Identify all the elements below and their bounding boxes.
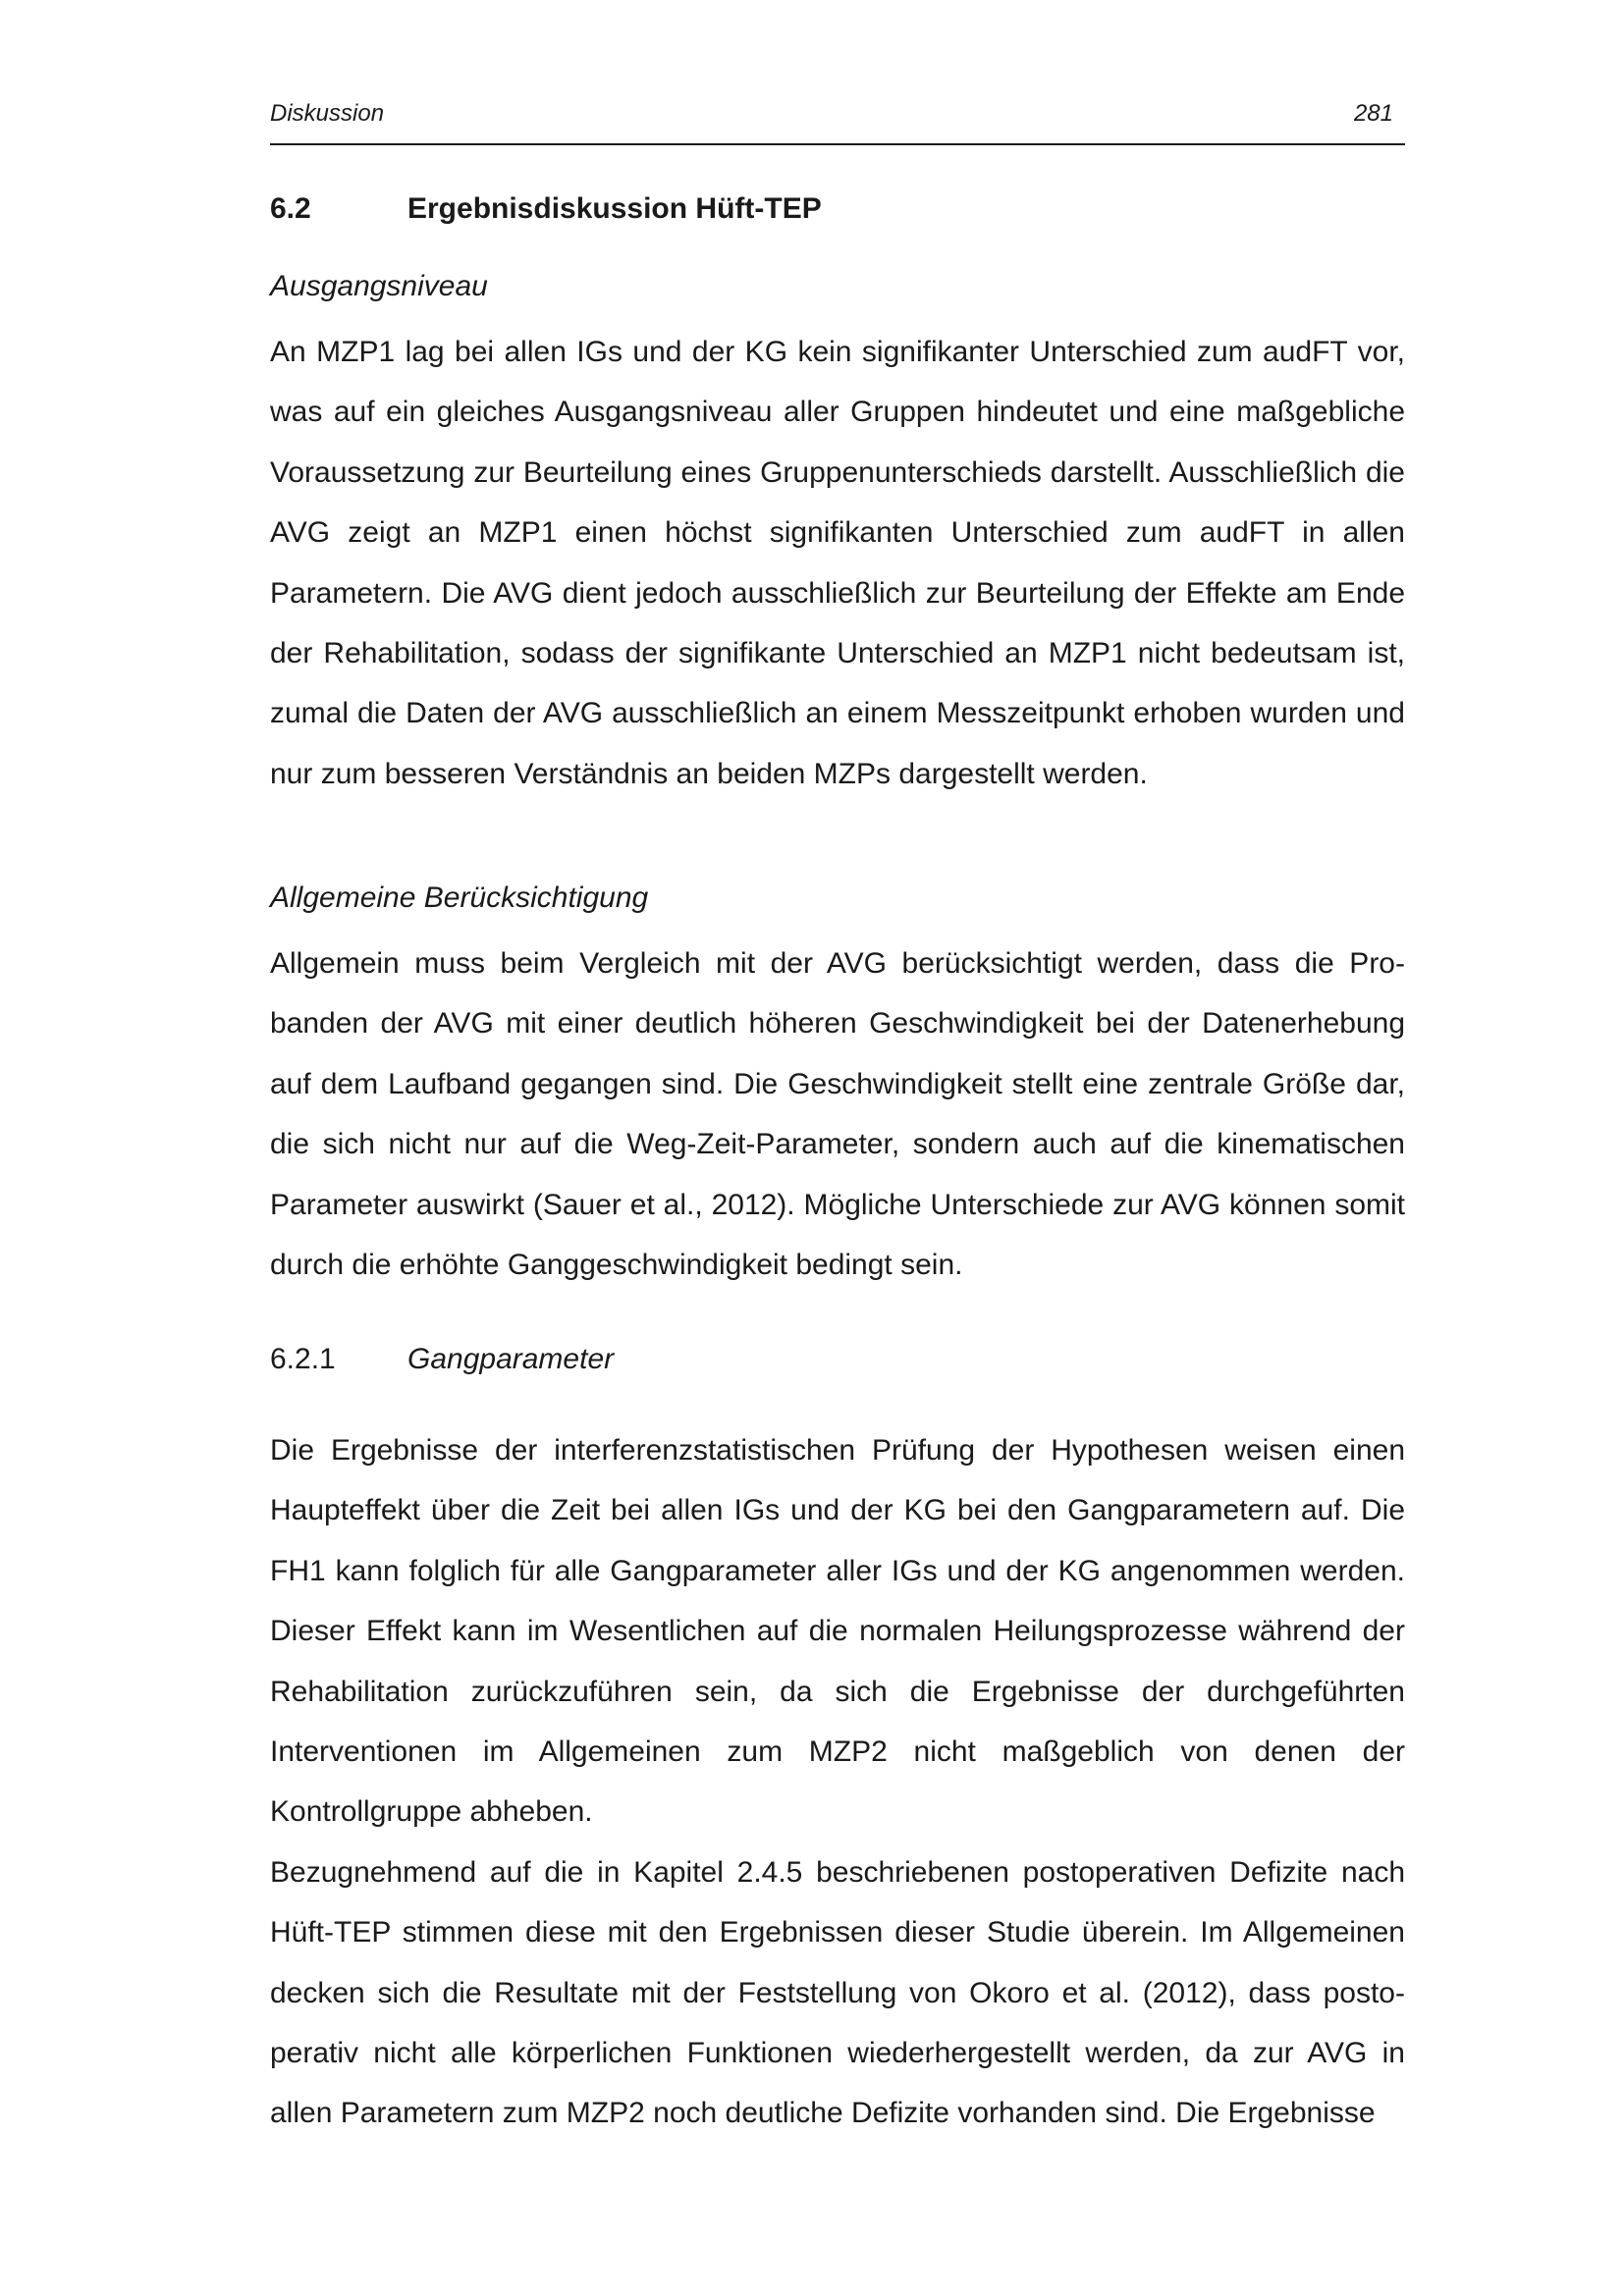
- paragraph-allgemeine-beruecksichtigung: [270, 934, 1405, 1295]
- subsection-body: [270, 1420, 1405, 2144]
- subsection-number: 6.2.1: [270, 1343, 336, 1375]
- paragraph-text: An MZP1 lag bei allen IGs und der KG kein signifikanter Unterschied zum audFT vor, was auf ein gleiches Ausgangsniveau aller Gruppen hindeutet und eine maßgebliche Voraussetzung zur Beurteilung eines Gruppenunterschieds darstellt. Ausschließlich die AVG zeigt an MZP1 einen höchst signifikanten Unterschied zum audFT in allen Parametern. Die AVG dient jedoch ausschließlich zur Beurteilung der Effekte am Ende der Rehabilitation, sodass der signifikante Unterschied an MZP1 nicht bedeutsam ist, zumal die Daten der AVG ausschließlich an einem Messzeitpunkt erhoben wurden und nur zum besseren Verständnis an beiden MZPs dargestellt werden.: [270, 336, 1405, 790]
- paragraph-ausgangsniveau: [270, 322, 1405, 804]
- section-heading: [270, 192, 1405, 226]
- running-head: Diskussion: [270, 100, 385, 127]
- paragraph-text: Allgemein muss beim Vergleich mit der AVG berücksichtigt werden, dass die Probanden der AVG mit einer deutlich höheren Geschwindigkeit bei der Datenerhebung auf dem Laufband gegangen sind. Die Geschwindigkeit stellt eine zentrale Größe dar, die sich nicht nur auf die Weg-Zeit-Parameter, sondern auch auf die kinematischen Parameter auswirkt (Sauer et al., 2012). Mögliche Unterschiede zur AVG können somit durch die erhöhte Ganggeschwindigkeit bedingt sein.: [270, 947, 1405, 1282]
- subsection-title: Gangparameter: [407, 1343, 615, 1375]
- section-title: Ergebnisdiskussion Hüft-TEP: [407, 192, 822, 225]
- paragraph-gangparameter-2: Bezugnehmend auf die in Kapitel 2.4.5 beschriebenen postoperativen Defizite nach Hüft-TEP stimmen diese mit den Ergebnissen dieser Studie überein. Im Allgemeinen decken sich die Resultate mit der Feststellung von Okoro et al. (2012), dass postoperativ nicht alle körperlichen Funktionen wiederhergestellt werden, da zur AVG in allen Parametern zum MZP2 noch deutliche Defizite vorhanden sind. Die Ergebnisse: [270, 1855, 1405, 2130]
- page-number: 281: [1353, 100, 1393, 127]
- paragraph-gangparameter-1: Die Ergebnisse der interferenzstatistischen Prüfung der Hypothesen weisen einen Haupteffekt über die Zeit bei allen IGs und der KG bei den Gangparametern auf. Die FH1 kann folglich für alle Gangparameter aller IGs und der KG angenommen werden. Dieser Effekt kann im Wesentlichen auf die normalen Heilungsprozesse während der Rehabilitation zurückzuführen sein, da sich die Ergebnisse der durchgeführten Interventionen im Allgemeinen zum MZP2 nicht maßgeblich von denen der Kontrollgruppe abheben.: [270, 1434, 1405, 1829]
- page-header: [270, 96, 1405, 145]
- section-number: 6.2: [270, 192, 311, 225]
- heading-allgemeine-beruecksichtigung: Allgemeine Berücksichtigung: [270, 881, 649, 914]
- heading-ausgangsniveau: Ausgangsniveau: [270, 270, 488, 302]
- subsection-heading: [270, 1343, 1405, 1376]
